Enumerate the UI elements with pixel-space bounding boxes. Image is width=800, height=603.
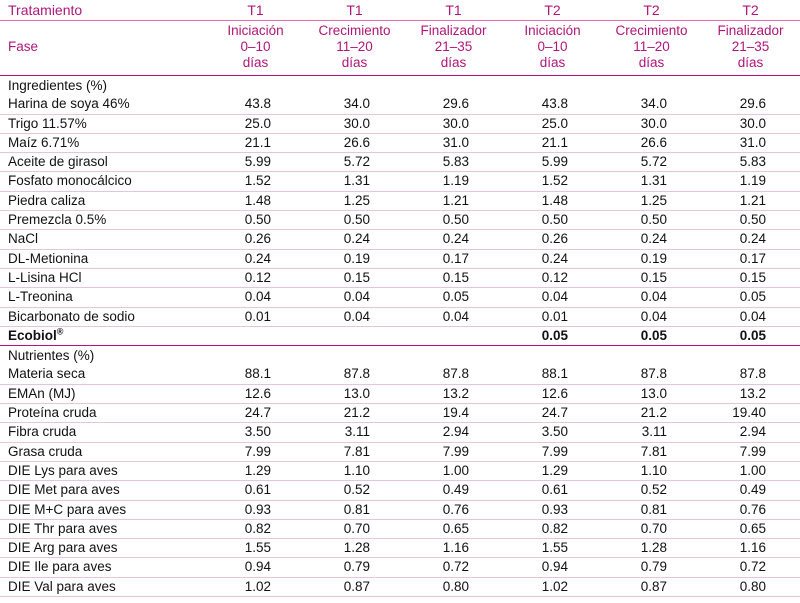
phase-range: 11–20 [633, 39, 670, 54]
value-cell: 0.87 [602, 577, 701, 596]
row-label: DIE Lys para aves [0, 461, 206, 480]
table-row [0, 288, 800, 307]
value-cell: 0.17 [701, 249, 800, 268]
phase-name: Iniciación [227, 23, 284, 38]
value-cell: 0.17 [404, 249, 503, 268]
value-cell: 0.49 [404, 481, 503, 500]
value-cell: 0.26 [503, 230, 602, 249]
value-cell: 30.0 [305, 114, 404, 133]
value-cell: 0.05 [701, 288, 800, 307]
value-cell: 19.4 [404, 404, 503, 423]
value-cell: 0.04 [305, 307, 404, 326]
value-cell: 13.2 [404, 384, 503, 403]
value-cell: 0.05 [701, 326, 800, 345]
value-cell: 1.25 [305, 191, 404, 210]
table-row [0, 211, 800, 230]
value-cell: 12.6 [503, 384, 602, 403]
value-cell: 1.28 [305, 539, 404, 558]
row-label: Bicarbonato de sodio [0, 307, 206, 326]
row-label: DIE Arg para aves [0, 539, 206, 558]
value-cell [305, 326, 404, 345]
table-row [0, 114, 800, 133]
phase-unit: días [242, 55, 269, 70]
table-row [0, 230, 800, 249]
treatment-header: T1 [404, 0, 503, 21]
value-cell: 2.94 [404, 423, 503, 442]
value-cell: 0.15 [404, 268, 503, 287]
row-label: DIE M+C para aves [0, 500, 206, 519]
value-cell: 1.00 [404, 461, 503, 480]
value-cell: 1.00 [701, 461, 800, 480]
section-title: Nutrientes (%) [8, 348, 95, 364]
value-cell: 0.50 [206, 211, 305, 230]
phase-name: Crecimiento [318, 23, 391, 38]
value-cell: 1.48 [503, 191, 602, 210]
table-row [0, 423, 800, 442]
value-cell: 0.04 [701, 307, 800, 326]
row-label: Fosfato monocálcico [0, 172, 206, 191]
table-row [0, 95, 800, 114]
value-cell: 5.99 [206, 153, 305, 172]
value-cell: 1.29 [503, 461, 602, 480]
value-cell: 1.52 [503, 172, 602, 191]
table-row [0, 519, 800, 538]
value-cell [206, 326, 305, 345]
value-cell: 1.52 [206, 172, 305, 191]
value-cell: 1.21 [404, 191, 503, 210]
value-cell: 0.24 [701, 230, 800, 249]
value-cell: 24.7 [503, 404, 602, 423]
value-cell: 0.79 [305, 558, 404, 577]
value-cell: 88.1 [503, 365, 602, 384]
value-cell: 1.16 [701, 539, 800, 558]
value-cell: 1.31 [602, 172, 701, 191]
value-cell: 0.15 [602, 268, 701, 287]
value-cell: 3.50 [206, 423, 305, 442]
value-cell: 87.8 [305, 365, 404, 384]
value-cell: 0.04 [305, 288, 404, 307]
value-cell: 5.72 [305, 153, 404, 172]
value-cell: 34.0 [305, 95, 404, 114]
value-cell: 0.52 [305, 481, 404, 500]
phase-range: 21–35 [731, 39, 770, 54]
value-cell: 7.99 [404, 442, 503, 461]
value-cell: 0.12 [503, 268, 602, 287]
value-cell: 30.0 [701, 114, 800, 133]
value-cell: 0.82 [503, 519, 602, 538]
phase-range: 0–10 [537, 39, 568, 54]
value-cell: 0.19 [602, 249, 701, 268]
value-cell: 0.52 [602, 481, 701, 500]
phase-name: Crecimiento [615, 23, 688, 38]
phase-header [701, 21, 800, 76]
value-cell: 1.55 [503, 539, 602, 558]
value-cell: 0.65 [404, 519, 503, 538]
value-cell: 7.99 [503, 442, 602, 461]
value-cell: 0.61 [206, 481, 305, 500]
value-cell: 0.15 [701, 268, 800, 287]
value-cell: 0.24 [404, 230, 503, 249]
value-cell: 7.99 [701, 442, 800, 461]
phase-name: Finalizador [420, 23, 487, 38]
value-cell: 25.0 [503, 114, 602, 133]
row-label: Grasa cruda [0, 442, 206, 461]
value-cell: 0.05 [404, 288, 503, 307]
row-label: DIE Val para aves [0, 577, 206, 596]
value-cell: 0.01 [206, 307, 305, 326]
value-cell: 30.0 [602, 114, 701, 133]
value-cell: 0.81 [305, 500, 404, 519]
phase-header [404, 21, 503, 76]
value-cell: 5.83 [701, 153, 800, 172]
value-cell: 7.99 [206, 442, 305, 461]
value-cell: 1.31 [305, 172, 404, 191]
row-label: EMAn (MJ) [0, 384, 206, 403]
table-row [0, 307, 800, 326]
value-cell: 5.83 [404, 153, 503, 172]
value-cell: 1.55 [206, 539, 305, 558]
registered-mark: ® [56, 326, 64, 337]
value-cell: 7.81 [602, 442, 701, 461]
value-cell: 19.40 [701, 404, 800, 423]
row-label: Premezcla 0.5% [0, 211, 206, 230]
table-row [0, 384, 800, 403]
value-cell: 1.28 [602, 539, 701, 558]
phase-header [305, 21, 404, 76]
value-cell: 13.0 [305, 384, 404, 403]
value-cell: 1.21 [701, 191, 800, 210]
value-cell: 0.70 [305, 519, 404, 538]
value-cell: 0.50 [503, 211, 602, 230]
value-cell: 0.72 [701, 558, 800, 577]
value-cell: 0.04 [602, 288, 701, 307]
table-row [0, 133, 800, 152]
value-cell: 12.6 [206, 384, 305, 403]
table-row [0, 461, 800, 480]
value-cell: 2.94 [701, 423, 800, 442]
treatment-header: T2 [503, 0, 602, 21]
row-label: Aceite de girasol [0, 153, 206, 172]
value-cell: 0.72 [404, 558, 503, 577]
value-cell: 29.6 [404, 95, 503, 114]
row-label: L-Treonina [0, 288, 206, 307]
value-cell: 31.0 [701, 133, 800, 152]
value-cell: 1.48 [206, 191, 305, 210]
value-cell: 87.8 [404, 365, 503, 384]
value-cell: 30.0 [404, 114, 503, 133]
value-cell: 43.8 [503, 95, 602, 114]
value-cell: 1.29 [206, 461, 305, 480]
value-cell: 1.19 [701, 172, 800, 191]
value-cell: 0.65 [701, 519, 800, 538]
row-label: L-Lisina HCl [0, 268, 206, 287]
value-cell: 24.7 [206, 404, 305, 423]
value-cell: 0.87 [305, 577, 404, 596]
treatment-header: T2 [701, 0, 800, 21]
table-row [0, 539, 800, 558]
phase-header-row [0, 21, 800, 76]
value-cell: 43.8 [206, 95, 305, 114]
table-row [0, 481, 800, 500]
value-cell: 1.16 [404, 539, 503, 558]
value-cell: 87.8 [701, 365, 800, 384]
value-cell: 1.02 [503, 577, 602, 596]
value-cell: 13.2 [701, 384, 800, 403]
section-title: Ingredientes (%) [8, 78, 108, 93]
value-cell: 3.50 [503, 423, 602, 442]
value-cell: 0.01 [503, 307, 602, 326]
value-cell: 7.81 [305, 442, 404, 461]
value-cell: 0.04 [602, 307, 701, 326]
row-label: Fibra cruda [0, 423, 206, 442]
phase-range: 21–35 [434, 39, 473, 54]
table-row [0, 268, 800, 287]
value-cell: 0.93 [206, 500, 305, 519]
phase-unit: días [539, 55, 566, 70]
value-cell: 34.0 [602, 95, 701, 114]
table-row [0, 500, 800, 519]
value-cell: 29.6 [701, 95, 800, 114]
row-label: DIE Met para aves [0, 481, 206, 500]
table-row [0, 577, 800, 596]
value-cell: 0.50 [602, 211, 701, 230]
table-row [0, 172, 800, 191]
tratamiento-label: Tratamiento [0, 0, 206, 21]
value-cell: 0.61 [503, 481, 602, 500]
value-cell: 1.19 [404, 172, 503, 191]
value-cell: 1.02 [206, 577, 305, 596]
phase-header [602, 21, 701, 76]
row-label: Piedra caliza [0, 191, 206, 210]
value-cell: 0.80 [404, 577, 503, 596]
ecobiol-label-cell [0, 326, 206, 345]
table-row [0, 249, 800, 268]
value-cell: 0.12 [206, 268, 305, 287]
value-cell: 0.49 [701, 481, 800, 500]
value-cell: 0.04 [206, 288, 305, 307]
value-cell: 0.24 [503, 249, 602, 268]
row-label: Trigo 11.57% [0, 114, 206, 133]
phase-unit: días [737, 55, 764, 70]
value-cell: 21.1 [503, 133, 602, 152]
value-cell: 0.05 [503, 326, 602, 345]
value-cell: 0.04 [404, 307, 503, 326]
row-label: NaCl [0, 230, 206, 249]
value-cell: 1.10 [305, 461, 404, 480]
value-cell: 1.25 [602, 191, 701, 210]
phase-name: Iniciación [524, 23, 581, 38]
table-row [0, 365, 800, 384]
value-cell: 0.76 [701, 500, 800, 519]
table-row [0, 191, 800, 210]
ecobiol-row [0, 326, 800, 345]
phase-header [503, 21, 602, 76]
ecobiol-label: Ecobiol [8, 327, 57, 343]
table-row [0, 153, 800, 172]
value-cell: 0.15 [305, 268, 404, 287]
value-cell: 0.24 [602, 230, 701, 249]
treatment-header: T1 [206, 0, 305, 21]
phase-unit: días [341, 55, 368, 70]
row-label: DL-Metionina [0, 249, 206, 268]
value-cell: 21.2 [602, 404, 701, 423]
row-label: Materia seca [0, 365, 206, 384]
value-cell: 21.1 [206, 133, 305, 152]
row-label: Maíz 6.71% [0, 133, 206, 152]
phase-range: 11–20 [336, 39, 373, 54]
table-row [0, 442, 800, 461]
value-cell: 21.2 [305, 404, 404, 423]
value-cell: 0.94 [503, 558, 602, 577]
treatment-header-row [0, 0, 800, 21]
row-label: Proteína cruda [0, 404, 206, 423]
value-cell: 0.82 [206, 519, 305, 538]
value-cell: 13.0 [602, 384, 701, 403]
value-cell: 0.50 [404, 211, 503, 230]
value-cell: 0.81 [602, 500, 701, 519]
phase-unit: días [638, 55, 665, 70]
value-cell: 0.93 [503, 500, 602, 519]
value-cell: 31.0 [404, 133, 503, 152]
table-row [0, 404, 800, 423]
value-cell: 3.11 [305, 423, 404, 442]
row-label: DIE Ile para aves [0, 558, 206, 577]
phase-header [206, 21, 305, 76]
value-cell: 88.1 [206, 365, 305, 384]
value-cell: 0.50 [305, 211, 404, 230]
value-cell: 0.04 [503, 288, 602, 307]
value-cell: 1.10 [602, 461, 701, 480]
value-cell: 5.99 [503, 153, 602, 172]
value-cell: 0.24 [305, 230, 404, 249]
value-cell: 0.05 [602, 326, 701, 345]
value-cell: 3.11 [602, 423, 701, 442]
phase-name: Finalizador [717, 23, 784, 38]
value-cell: 0.50 [701, 211, 800, 230]
value-cell: 0.94 [206, 558, 305, 577]
ingredients-section-title [0, 76, 800, 96]
value-cell: 0.19 [305, 249, 404, 268]
treatment-header: T1 [305, 0, 404, 21]
treatment-header: T2 [602, 0, 701, 21]
value-cell: 5.72 [602, 153, 701, 172]
value-cell: 0.79 [602, 558, 701, 577]
value-cell: 25.0 [206, 114, 305, 133]
table-row [0, 558, 800, 577]
value-cell: 0.76 [404, 500, 503, 519]
value-cell: 26.6 [602, 133, 701, 152]
value-cell: 87.8 [602, 365, 701, 384]
nutrients-section-title [0, 346, 800, 366]
row-label: DIE Thr para aves [0, 519, 206, 538]
value-cell: 0.24 [206, 249, 305, 268]
value-cell: 0.70 [602, 519, 701, 538]
row-label: Harina de soya 46% [0, 95, 206, 114]
value-cell [404, 326, 503, 345]
value-cell: 0.26 [206, 230, 305, 249]
phase-range: 0–10 [240, 39, 271, 54]
phase-unit: días [440, 55, 467, 70]
value-cell: 26.6 [305, 133, 404, 152]
fase-label: Fase [0, 21, 206, 76]
value-cell: 0.80 [701, 577, 800, 596]
